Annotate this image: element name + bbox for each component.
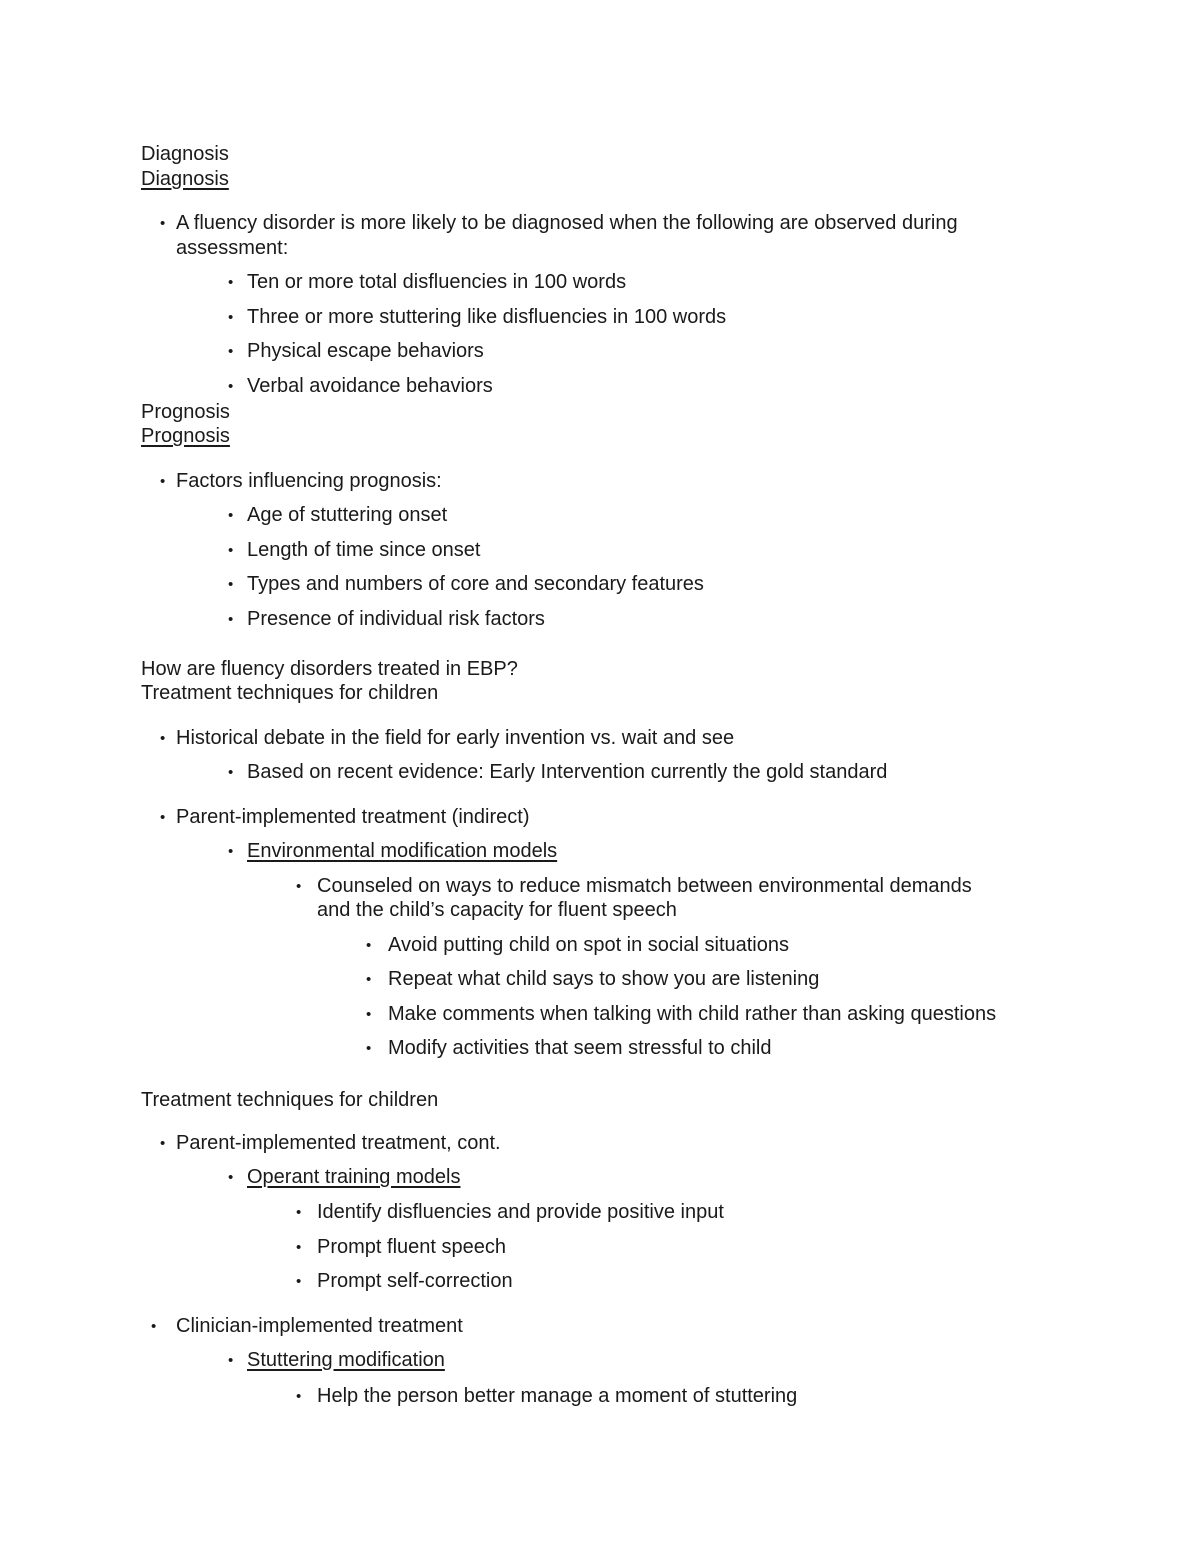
operant-heading: Operant training models	[247, 1166, 461, 1188]
counsel-line2: and the child’s capacity for fluent speech	[317, 899, 677, 921]
bullet: •	[160, 1135, 166, 1152]
bullet: •	[160, 809, 166, 826]
diagnosis-intro-line1: A fluency disorder is more likely to be diagnosed when the following are observed during	[176, 212, 958, 234]
list-item: Physical escape behaviors	[247, 340, 484, 362]
bullet: •	[228, 1169, 234, 1186]
bullet: •	[160, 215, 166, 232]
bullet: •	[228, 576, 234, 593]
bullet: •	[151, 1318, 157, 1335]
bullet: •	[228, 843, 234, 860]
treatment-parent: Parent-implemented treatment (indirect)	[176, 806, 530, 828]
bullet: •	[228, 378, 234, 395]
bullet: •	[366, 1040, 372, 1057]
list-item: Length of time since onset	[247, 539, 481, 561]
bullet: •	[366, 1006, 372, 1023]
treatment-question: How are fluency disorders treated in EBP?	[141, 658, 518, 680]
list-item: Repeat what child says to show you are listening	[388, 968, 820, 990]
bullet: •	[228, 764, 234, 781]
bullet: •	[228, 343, 234, 360]
prognosis-heading: Prognosis	[141, 401, 230, 423]
diagnosis-heading: Diagnosis	[141, 143, 229, 165]
bullet: •	[228, 274, 234, 291]
bullet: •	[296, 878, 302, 895]
list-item: Identify disfluencies and provide positive input	[317, 1201, 724, 1223]
diagnosis-intro-line2: assessment:	[176, 237, 289, 259]
bullet: •	[296, 1388, 302, 1405]
prognosis-intro: Factors influencing prognosis:	[176, 470, 442, 492]
list-item: Age of stuttering onset	[247, 504, 448, 526]
env-models-heading: Environmental modification models	[247, 840, 558, 862]
treatment-evidence: Based on recent evidence: Early Intervention currently the gold standard	[247, 761, 888, 783]
list-item: Ten or more total disfluencies in 100 words	[247, 271, 627, 293]
bullet: •	[228, 611, 234, 628]
bullet: •	[228, 507, 234, 524]
bullet: •	[228, 1352, 234, 1369]
clinician-treatment: Clinician-implemented treatment	[176, 1315, 463, 1337]
list-item: Three or more stuttering like disfluencies in 100 words	[247, 306, 727, 328]
list-item: Verbal avoidance behaviors	[247, 375, 493, 397]
bullet: •	[228, 542, 234, 559]
stuttering-modification-heading: Stuttering modification	[247, 1349, 445, 1371]
list-item: Types and numbers of core and secondary features	[247, 573, 704, 595]
list-item: Modify activities that seem stressful to child	[388, 1037, 772, 1059]
list-item: Presence of individual risk factors	[247, 608, 545, 630]
bullet: •	[296, 1204, 302, 1221]
list-item: Make comments when talking with child rather than asking questions	[388, 1003, 997, 1025]
bullet: •	[296, 1273, 302, 1290]
bullet: •	[160, 473, 166, 490]
bullet: •	[160, 730, 166, 747]
bullet: •	[228, 309, 234, 326]
bullet: •	[366, 937, 372, 954]
bullet: •	[296, 1239, 302, 1256]
diagnosis-subheading: Diagnosis	[141, 168, 229, 190]
treatment-heading: Treatment techniques for children	[141, 682, 439, 704]
list-item: Prompt self-correction	[317, 1270, 513, 1292]
list-item: Prompt fluent speech	[317, 1236, 506, 1258]
prognosis-subheading: Prognosis	[141, 425, 230, 447]
counsel-line1: Counseled on ways to reduce mismatch between environmental demands	[317, 875, 972, 897]
bullet: •	[366, 971, 372, 988]
parent-cont: Parent-implemented treatment, cont.	[176, 1132, 501, 1154]
treatment2-heading: Treatment techniques for children	[141, 1089, 439, 1111]
treatment-debate: Historical debate in the field for early invention vs. wait and see	[176, 727, 735, 749]
list-item: Avoid putting child on spot in social situations	[388, 934, 789, 956]
list-item: Help the person better manage a moment of stuttering	[317, 1385, 798, 1407]
